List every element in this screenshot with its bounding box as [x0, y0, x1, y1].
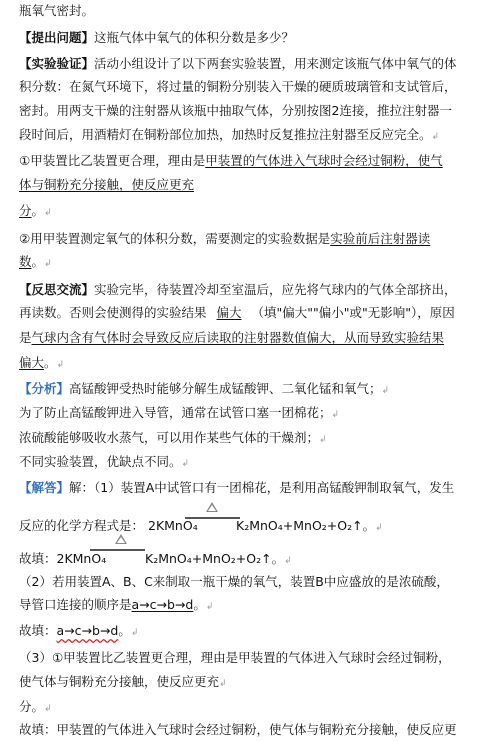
section-heading: 【解答】 [19, 480, 70, 495]
text-line: ②用甲装置测定氧气的体积分数，需要测定的实验数据是实验前后注射器读 [19, 231, 431, 246]
text-line: （2）若用装置A、B、C来制取一瓶干燥的氧气，装置B中应盛放的是浓硫酸， [19, 574, 449, 589]
section-heading: 【提出问题】 [19, 30, 95, 45]
equation-line: 反应的化学方程式是： [19, 518, 145, 533]
section-verify: 【实验验证】活动小组设计了以下两套实验装置，用来测定该瓶气体中氧气的体 [19, 56, 457, 71]
text-line: 不同实验装置，优缺点不同。↲ [19, 454, 190, 469]
text-line: 分。↲ [19, 699, 52, 714]
answer-text: 实验前后注射器读 [330, 231, 431, 246]
heat-triangle-icon [115, 534, 127, 544]
text-line: 数。↲ [19, 254, 52, 269]
text-line: 故填：甲装置的气体进入气球时会经过铜粉，使气体与铜粉充分接触，使反应更 [19, 722, 457, 737]
answer-text: 气球内含有气体时会导致反应后读取的注射器数值偏大，从而导致实验结果 [31, 330, 445, 345]
section-question: 【提出问题】这瓶气体中氧气的体积分数是多少？ [19, 30, 295, 45]
text-line: 故填：a→c→b→d。↲ [19, 623, 139, 638]
text-line: 瓶氧气密封。 [19, 3, 95, 18]
answer-text: a→c→b→d [131, 597, 194, 612]
text-line: 密封。用两支干燥的注射器从该瓶中抽取气体，分别按图2连接，推拉注射器一 [19, 103, 452, 118]
section-reflection: 【反思交流】实验完毕，待装置冷却至室温后，应先将气球内的气体全部挤出， [19, 282, 457, 297]
section-analysis: 【分析】高锰酸钾受热时能够分解生成锰酸钾、二氧化锰和氧气；↲ [19, 381, 390, 396]
answer-text: 甲装置的气体进入气球时会经过铜粉，使气 [205, 153, 443, 168]
equation-line: 故填：2KMnO₄ [19, 551, 107, 566]
text-line: 导管口连接的顺序是a→c→b→d。↲ [19, 597, 214, 612]
section-heading: 【反思交流】 [19, 282, 95, 297]
text-line [19, 177, 194, 193]
answer-text: 偏大 [216, 305, 242, 320]
text-line: 浓硫酸能够吸收水蒸气，可以用作某些气体的干燥剂；↲ [19, 430, 327, 445]
section-solution: 【解答】解：（1）装置A中试管口有一团棉花，是利用高锰酸钾制取氧气，发生 [19, 480, 455, 495]
text-line: 分。↲ [19, 203, 52, 218]
equation-products: K₂MnO₄+MnO₂+O₂↑。↲ [145, 551, 292, 566]
answer-text: 体与铜粉充分接触，使反应更充 [19, 177, 195, 192]
text-line: 使气体与铜粉充分接触，使反应更充↲ [19, 674, 227, 689]
heat-triangle-icon [206, 502, 218, 512]
text-line: 再读数。否则会使测得的实验结果 偏大 （填"偏大""偏小"或"无影响"），原因 [19, 305, 455, 320]
text-line: 是气球内含有气体时会导致反应后读取的注射器数值偏大，从而导致实验结果 [19, 330, 445, 345]
text-line: （3）①甲装置比乙装置更合理，理由是甲装置的气体进入气球时会经过铜粉， [19, 650, 451, 665]
answer-text: a→c→b→d [56, 623, 119, 638]
equation-reactant: 2KMnO₄ [148, 518, 198, 533]
section-heading: 【实验验证】 [19, 56, 95, 71]
equation-products: K₂MnO₄+MnO₂+O₂↑。↲ [236, 518, 383, 533]
text-line: ①甲装置比乙装置更合理，理由是甲装置的气体进入气球时会经过铜粉，使气 [19, 153, 443, 168]
text-line: 积分数：在氮气环境下，将过量的铜粉分别装入干燥的硬质玻璃管和支试管后， [19, 79, 457, 94]
text-line: 偏大。↲ [19, 355, 65, 370]
text-line: 为了防止高锰酸钾进入导管，通常在试管口塞一团棉花；↲ [19, 405, 340, 420]
section-heading: 【分析】 [19, 381, 70, 396]
text-line: 段时间后，用酒精灯在铜粉部位加热，加热时反复推拉注射器至反应完全。↲ [19, 127, 440, 142]
